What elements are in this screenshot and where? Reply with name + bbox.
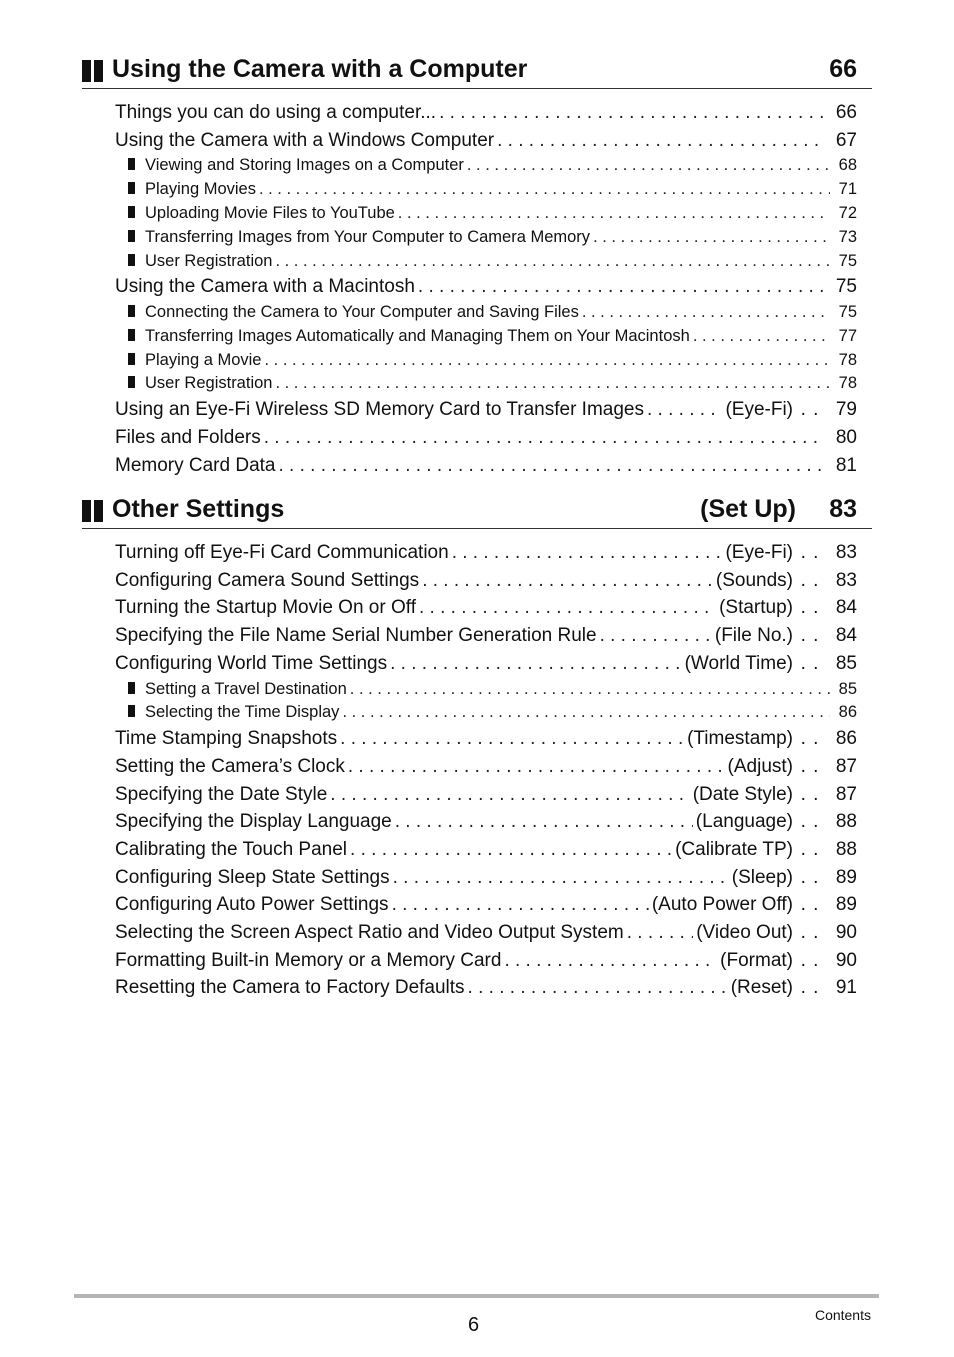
toc-entry[interactable] [115, 396, 857, 424]
toc-entry-page: 85 [835, 652, 857, 674]
toc-entry-label: Transferring Images Automatically and Managing Them on Your Macintosh [145, 326, 690, 345]
bullet-icon [128, 376, 135, 388]
toc-entry-page: 73 [838, 227, 857, 246]
toc-entry-setting: (Auto Power Off) [651, 894, 793, 916]
toc-subentry[interactable] [115, 154, 857, 178]
toc-entry[interactable] [115, 424, 857, 452]
toc-entry-page: 68 [838, 156, 857, 175]
leader-dots [468, 974, 728, 1002]
leader-dots: . . [800, 542, 820, 563]
toc-list-other-settings [115, 539, 857, 1002]
leader-dots: . . [800, 977, 820, 999]
toc-entry-setting: (Language) [695, 811, 793, 833]
leader-dots [330, 781, 689, 809]
toc-entry-label: Setting a Travel Destination [145, 679, 347, 698]
toc-entry-label: Using an Eye-Fi Wireless SD Memory Card to Transfer Images [115, 399, 644, 421]
bullet-icon [128, 682, 135, 694]
leader-dots [395, 808, 693, 836]
toc-entry-setting: (Timestamp) [687, 728, 793, 750]
toc-subentry[interactable] [115, 701, 857, 725]
leader-dots [350, 836, 672, 864]
leader-dots [340, 725, 684, 753]
toc-entry-label: Turning off Eye-Fi Card Communication [115, 542, 449, 563]
toc-entry-page: 90 [835, 949, 857, 971]
leader-dots [275, 372, 830, 396]
toc-entry-setting: (Date Style) [692, 783, 793, 805]
leader-dots [264, 349, 830, 373]
toc-entry-setting: (Reset) [730, 977, 793, 999]
toc-entry[interactable] [115, 947, 857, 975]
toc-entry[interactable] [115, 594, 857, 622]
section-subtitle: (Set Up) [700, 495, 796, 523]
toc-entry-label: User Registration [145, 374, 273, 393]
toc-entry-page: 78 [838, 350, 857, 369]
leader-dots [693, 325, 830, 349]
leader-dots: . . [800, 949, 820, 971]
toc-entry-page: 75 [838, 303, 857, 322]
toc-entry-page: 78 [838, 374, 857, 393]
toc-entry-label: Files and Folders [115, 426, 261, 448]
leader-dots: . . [800, 755, 820, 777]
leader-dots: . . [800, 838, 820, 860]
toc-entry-page: 66 [835, 102, 857, 123]
toc-entry-page: 88 [835, 811, 857, 833]
leader-dots [398, 202, 830, 226]
toc-entry-label: Configuring World Time Settings [115, 652, 388, 674]
toc-subentry[interactable] [115, 226, 857, 250]
leader-dots [439, 99, 824, 127]
toc-entry-label: Specifying the File Name Serial Number Generation Rule [115, 625, 597, 647]
toc-entry-label: Selecting the Time Display [145, 703, 340, 722]
leader-dots [467, 154, 830, 178]
leader-dots: . . [800, 894, 820, 916]
toc-entry-label: Using the Camera with a Windows Computer [115, 129, 495, 151]
toc-entry-label: Turning the Startup Movie On or Off [115, 597, 416, 619]
footer-section-label: Contents [814, 1307, 871, 1323]
leader-dots [348, 753, 725, 781]
toc-list-computer [115, 99, 857, 479]
toc-entry-setting: (File No.) [714, 625, 793, 647]
section-page-number: 66 [829, 55, 857, 83]
toc-entry[interactable] [115, 622, 857, 650]
leader-dots [390, 650, 682, 678]
toc-entry-page: 85 [838, 679, 857, 698]
toc-entry-label: Memory Card Data [115, 454, 276, 476]
toc-entry-label: Playing Movies [145, 180, 256, 199]
leader-dots [627, 919, 693, 947]
toc-entry-page: 75 [835, 276, 857, 298]
bullet-icon [128, 305, 135, 317]
leader-dots [259, 178, 830, 202]
toc-entry-label: Playing a Movie [145, 350, 262, 369]
toc-entry[interactable] [115, 127, 857, 155]
leader-dots [593, 226, 830, 250]
leader-dots [264, 424, 824, 452]
toc-entry-page: 87 [835, 783, 857, 805]
toc-subentry[interactable] [115, 349, 857, 373]
footer-page-number: 6 [468, 1314, 480, 1336]
section-title: Other Settings [112, 495, 285, 523]
toc-entry-label: Specifying the Display Language [115, 811, 392, 833]
toc-entry-page: 90 [835, 922, 857, 944]
toc-entry-label: Formatting Built-in Memory or a Memory Card [115, 949, 502, 971]
toc-entry-page: 89 [835, 866, 857, 888]
toc-entry-label: Things you can do using a computer... [115, 102, 437, 123]
toc-entry-setting: (Sounds) [715, 569, 793, 591]
toc-entry-label: Using the Camera with a Macintosh [115, 276, 415, 298]
leader-dots [452, 539, 723, 567]
leader-dots: . . [800, 811, 820, 833]
toc-entry-page: 87 [835, 755, 857, 777]
bullet-icon [128, 158, 135, 170]
toc-subentry[interactable] [115, 678, 857, 702]
toc-entry-page: 84 [835, 597, 857, 619]
toc-entry-label: Setting the Camera’s Clock [115, 755, 345, 777]
leader-dots [582, 301, 830, 325]
toc-entry-page: 77 [838, 326, 857, 345]
leader-dots [275, 250, 830, 274]
toc-entry-page: 75 [838, 251, 857, 270]
leader-dots: . . [800, 783, 820, 805]
bullet-icon [128, 254, 135, 266]
leader-dots: . . [800, 625, 820, 647]
toc-entry-setting: (Calibrate TP) [675, 838, 793, 860]
toc-entry-setting: (Format) [720, 949, 793, 971]
leader-dots [393, 864, 729, 892]
leader-dots [600, 622, 712, 650]
toc-entry[interactable] [115, 650, 857, 678]
toc-entry-setting: (Adjust) [727, 755, 793, 777]
bullet-icon [128, 705, 135, 717]
toc-entry[interactable] [115, 808, 857, 836]
toc-entry-page: 67 [835, 129, 857, 151]
toc-entry[interactable] [115, 781, 857, 809]
leader-dots: . . [800, 399, 820, 421]
toc-entry-page: 83 [835, 569, 857, 591]
toc-entry-label: User Registration [145, 251, 273, 270]
toc-entry-setting: (Startup) [719, 597, 793, 619]
leader-dots [342, 701, 830, 725]
leader-dots [504, 947, 717, 975]
toc-entry-setting: (Eye-Fi) [725, 542, 793, 563]
toc-entry[interactable] [115, 864, 857, 892]
toc-entry[interactable] [115, 753, 857, 781]
toc-entry-label: Uploading Movie Files to YouTube [145, 204, 395, 222]
bullet-icon [128, 206, 135, 218]
toc-entry-page: 81 [835, 454, 857, 476]
leader-dots [418, 273, 824, 301]
toc-entry-page: 86 [838, 703, 857, 722]
toc-entry-page: 86 [835, 728, 857, 750]
leader-dots [350, 678, 830, 702]
leader-dots [647, 396, 722, 424]
toc-entry[interactable] [115, 725, 857, 753]
leader-dots: . . [800, 597, 820, 619]
toc-entry[interactable] [115, 836, 857, 864]
leader-dots [392, 891, 649, 919]
toc-entry-setting: (Eye-Fi) [725, 399, 793, 421]
leader-dots [419, 594, 716, 622]
toc-subentry[interactable] [115, 372, 857, 396]
toc-entry-label: Selecting the Screen Aspect Ratio and Video Output System [115, 922, 624, 944]
toc-entry-page: 84 [835, 625, 857, 647]
toc-entry-label: Calibrating the Touch Panel [115, 838, 348, 860]
toc-subentry[interactable] [115, 301, 857, 325]
leader-dots: . . [800, 569, 820, 591]
toc-entry-label: Configuring Camera Sound Settings [115, 569, 420, 591]
toc-entry[interactable] [115, 452, 857, 480]
leader-dots: . . [800, 652, 820, 674]
toc-entry-setting: (Video Out) [696, 922, 793, 944]
toc-entry[interactable] [115, 273, 857, 301]
bullet-icon [128, 182, 135, 194]
toc-entry-page: 89 [835, 894, 857, 916]
section-page-number: 83 [829, 495, 857, 523]
toc-entry[interactable] [115, 567, 857, 595]
section-marker-icon [82, 60, 104, 82]
toc-entry[interactable] [115, 539, 857, 567]
bullet-icon [128, 230, 135, 242]
toc-entry-page: 91 [835, 977, 857, 999]
toc-entry[interactable] [115, 99, 857, 127]
section-marker-icon [82, 500, 104, 522]
toc-entry-setting: (World Time) [684, 652, 793, 674]
toc-entry-label: Viewing and Storing Images on a Computer [145, 156, 464, 175]
toc-subentry[interactable] [115, 250, 857, 274]
leader-dots: . . [800, 922, 820, 944]
toc-entry-label: Resetting the Camera to Factory Defaults [115, 977, 465, 999]
toc-entry-label: Connecting the Camera to Your Computer and Saving Files [145, 303, 579, 322]
toc-entry-label: Transferring Images from Your Computer to Camera Memory [145, 227, 591, 246]
bullet-icon [128, 353, 135, 365]
leader-dots [497, 127, 824, 155]
toc-subentry[interactable] [115, 178, 857, 202]
toc-entry-page: 83 [835, 542, 857, 563]
toc-entry[interactable] [115, 919, 857, 947]
leader-dots: . . [800, 866, 820, 888]
footer-divider [74, 1294, 879, 1298]
section-header-computer [82, 52, 872, 89]
toc-entry-label: Time Stamping Snapshots [115, 728, 338, 750]
toc-entry-label: Specifying the Date Style [115, 783, 328, 805]
toc-entry-label: Configuring Auto Power Settings [115, 894, 389, 916]
toc-subentry[interactable] [115, 202, 857, 226]
leader-dots [279, 452, 825, 480]
toc-entry-page: 71 [838, 180, 857, 199]
section-header-other-settings [82, 492, 872, 529]
toc-entry[interactable] [115, 974, 857, 1002]
section-title: Using the Camera with a Computer [112, 55, 528, 83]
leader-dots [422, 567, 713, 595]
toc-entry-page: 79 [835, 399, 857, 421]
toc-entry-page: 88 [835, 838, 857, 860]
toc-entry-page: 80 [835, 426, 857, 448]
leader-dots: . . [800, 728, 820, 750]
toc-entry[interactable] [115, 891, 857, 919]
toc-entry-page: 72 [838, 204, 857, 222]
bullet-icon [128, 329, 135, 341]
toc-subentry[interactable] [115, 325, 857, 349]
toc-entry-setting: (Sleep) [731, 866, 793, 888]
toc-entry-label: Configuring Sleep State Settings [115, 866, 390, 888]
